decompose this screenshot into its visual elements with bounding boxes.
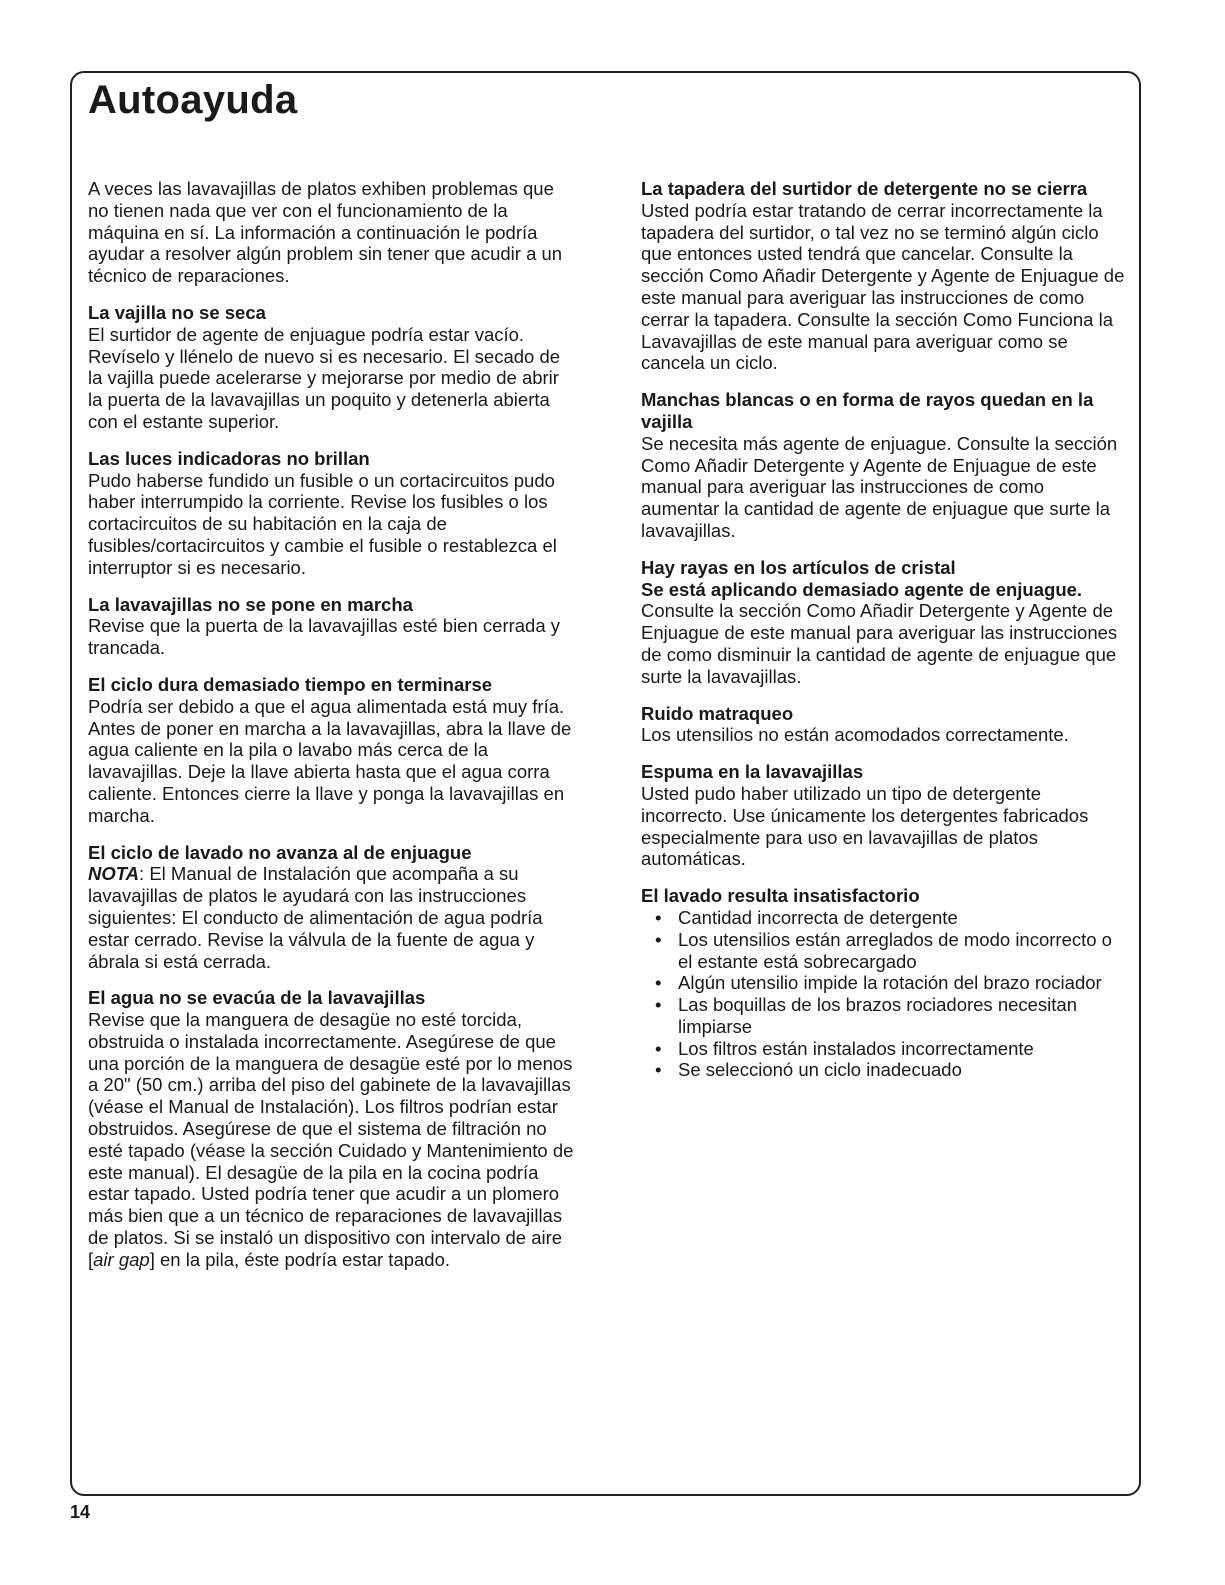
list-item — [641, 907, 1126, 929]
section-heading: El ciclo de lavado no avanza al de enjuague — [88, 841, 472, 863]
section-body — [641, 579, 1126, 688]
bullet-icon: • — [655, 928, 662, 950]
section-heading: Ruido matraqueo — [641, 702, 794, 724]
list-item-text: Algún utensilio impide la rotación del brazo rociador — [678, 972, 1102, 994]
section-ciclo-no-avanza — [88, 842, 578, 973]
section-heading: La vajilla no se seca — [88, 301, 266, 323]
section-agua-no-se-evacua — [88, 987, 578, 1270]
list-item — [641, 994, 1126, 1038]
section-body — [88, 863, 578, 972]
list-item-text: Los utensilios están arreglados de modo incorrecto o el estante está sobrecargado — [678, 928, 1112, 972]
body-text-b: ] en la pila, éste podría estar tapado. — [149, 1248, 451, 1270]
list-item — [641, 972, 1126, 994]
section-body — [88, 1009, 578, 1271]
list-item — [641, 1059, 1126, 1081]
section-manchas-blancas — [641, 389, 1126, 542]
page-title: Autoayuda — [88, 78, 298, 122]
section-body: Se necesita más agente de enjuague. Consulte la sección Como Añadir Detergente y Agente de Enjuague de este manual para averiguar las instrucciones de como aumentar la cantidad de agente de enjuague que surte la lavavajillas. — [641, 432, 1118, 541]
section-ciclo-dura-demasiado — [88, 674, 578, 827]
note-text: : El Manual de Instalación que acompaña a su lavavajillas de platos le ayudará con las instrucciones siguientes: El conducto de alimentación de agua podría estar cerrado. Revise la válvula de la fuente de agua y ábrala si está cerrada. — [88, 863, 543, 972]
bullet-icon: • — [655, 906, 662, 928]
bullet-icon: • — [655, 972, 662, 994]
section-heading: Las luces indicadoras no brillan — [88, 447, 370, 469]
list-item-text: Cantidad incorrecta de detergente — [678, 906, 958, 928]
note-label: NOTA — [88, 863, 140, 885]
list-item-text: Las boquillas de los brazos rociadores necesitan limpiarse — [678, 994, 1078, 1037]
air-gap-term: air gap — [93, 1248, 150, 1270]
list-item — [641, 929, 1126, 973]
list-item-text: Se seleccionó un ciclo inadecuado — [678, 1059, 962, 1081]
section-heading: El agua no se evacúa de la lavavajillas — [88, 987, 426, 1009]
bullet-icon: • — [655, 1059, 662, 1081]
section-heading: Espuma en la lavavajillas — [641, 761, 864, 783]
section-heading: La lavavajillas no se pone en marcha — [88, 593, 413, 615]
section-body: Los utensilios no están acomodados correctamente. — [641, 724, 1069, 746]
causes-list — [641, 907, 1126, 1081]
section-heading: Hay rayas en los artículos de cristal — [641, 556, 956, 578]
right-column — [641, 178, 1126, 1096]
list-item-text: Los filtros están instalados incorrectamente — [678, 1037, 1034, 1059]
list-item — [641, 1038, 1126, 1060]
section-ruido-matraqueo — [641, 703, 1126, 747]
section-heading: Manchas blancas o en forma de rayos quedan en la vajilla — [641, 389, 1094, 432]
body-text-a: Revise que la manguera de desagüe no esté torcida, obstruida o instalada incorrectamente. Asegúrese de que una porción de la manguera de desagüe esté por lo menos a 20" (50 cm.) arriba del piso del gabinete de la lavavajillas (véase el Manual de Instalación). Los filtros podrían estar obstruidos. Asegúrese de que el sistema de filtración no esté tapado (véase la sección Cuidado y Mantenimiento de este manual). El desagüe de la pila en la cocina podría estar tapado. Usted podría tener que acudir a un plomero más bien que a un técnico de reparaciones de lavavajillas de platos. Si se instaló un dispositivo con intervalo de aire [ — [88, 1009, 574, 1270]
section-body: El surtidor de agente de enjuague podría estar vacío. Revíselo y llénelo de nuevo si es necesario. El secado de la vajilla puede acelerarse y mejorarse por medio de abrir la puerta de la lavavajillas un poquito y detenerla abierta con el estante superior. — [88, 323, 561, 432]
section-lavado-insatisfactorio — [641, 885, 1126, 1081]
section-no-se-pone-en-marcha — [88, 594, 578, 659]
left-column — [88, 178, 578, 1286]
section-tapadera-no-cierra — [641, 178, 1126, 374]
section-vajilla-no-se-seca — [88, 302, 578, 433]
bullet-icon: • — [655, 1037, 662, 1059]
section-heading: El lavado resulta insatisfactorio — [641, 885, 920, 907]
section-body: Pudo haberse fundido un fusible o un cortacircuitos pudo haber interrumpido la corriente. Revise los fusibles o los cortacircuitos de su habitación en la caja de fusibles/cortacircuitos y cambie el fusible o restablezca el interruptor si es necesario. — [88, 469, 557, 578]
section-heading: La tapadera del surtidor de detergente no se cierra — [641, 178, 1088, 199]
section-body: Revise que la puerta de la lavavajillas esté bien cerrada y trancada. — [88, 615, 561, 659]
page-number: 14 — [70, 1502, 91, 1522]
bullet-icon: • — [655, 994, 662, 1016]
intro-paragraph: A veces las lavavajillas de platos exhiben problemas que no tienen nada que ver con el funcionamiento de la máquina en sí. La información a continuación le podría ayudar a resolver algún problem sin tener que acudir a un técnico de reparaciones. — [88, 178, 563, 287]
section-espuma — [641, 761, 1126, 870]
section-body: Usted pudo haber utilizado un tipo de detergente incorrecto. Use únicamente los detergentes fabricados especialmente para uso en lavavajillas de platos automáticas. — [641, 782, 1089, 870]
section-body: Podría ser debido a que el agua alimentada está muy fría. Antes de poner en marcha a la lavavajillas, abra la llave de agua caliente en la pila o lavabo más cerca de la lavavajillas. Deje la llave abierta hasta que el agua corra caliente. Entonces cierre la llave y ponga la lavavajillas en marcha. — [88, 695, 572, 826]
section-body-text: Consulte la sección Como Añadir Detergente y Agente de Enjuague de este manual para averiguar las instrucciones de como disminuir la cantidad de agente de enjuague que surte la lavavajillas. — [641, 600, 1118, 687]
section-heading: El ciclo dura demasiado tiempo en terminarse — [88, 673, 493, 695]
section-body: Usted podría estar tratando de cerrar incorrectamente la tapadera del surtidor, o tal vez no se terminó algún ciclo que entonces usted tendrá que cancelar. Consulte la sección Como Añadir Detergente y Agente de Enjuague de este manual para averiguar las instrucciones de como cerrar la tapadera. Consulte la sección Como Funciona la Lavavajillas de este manual para averiguar como se cancela un ciclo. — [641, 199, 1125, 374]
section-subheading: Se está aplicando demasiado agente de enjuague. — [641, 578, 1083, 600]
section-luces-no-brillan — [88, 448, 578, 579]
section-rayas-cristal — [641, 557, 1126, 688]
